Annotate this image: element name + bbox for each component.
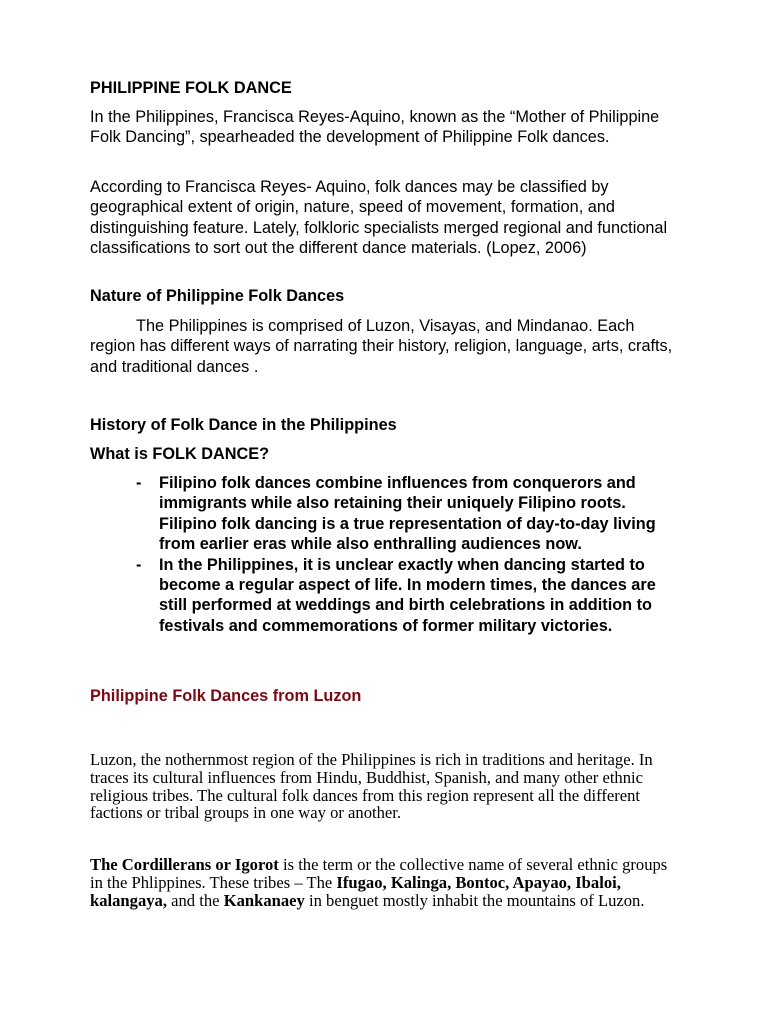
- bullet-text: In the Philippines, it is unclear exactly when dancing started to become a regular aspect of life. In modern times, the dances are still performed at weddings and birth celebrations in addition to festivals and commemorations of former military victories.: [159, 555, 656, 635]
- nature-heading: Nature of Philippine Folk Dances: [90, 287, 345, 305]
- intro-paragraph-2: According to Francisca Reyes- Aquino, folk dances may be classified by geographical extent of origin, nature, speed of movement, formation, and distinguishing feature. Lately, folkloric specialists merged regional and functional classifications to sort out the different dance materials. (Lopez, 2006): [90, 178, 668, 258]
- nature-text: The Philippines is comprised of Luzon, Visayas, and Mindanao. Each region has different ways of narrating their history, religion, language, arts, crafts, and traditional dances .: [90, 317, 673, 376]
- list-item: [90, 555, 680, 637]
- bold-term-cordillerans: The Cordillerans or Igorot: [90, 855, 279, 874]
- luzon-paragraph-2: [90, 856, 680, 909]
- page-title: PHILIPPINE FOLK DANCE: [90, 79, 292, 97]
- nature-paragraph: [90, 316, 680, 377]
- intro-paragraph-1: In the Philippines, Francisca Reyes-Aquino, known as the “Mother of Philippine Folk Dancing”, spearheaded the development of Philippine Folk dances.: [90, 108, 660, 147]
- bullet-marker: -: [136, 555, 142, 574]
- luzon-heading: Philippine Folk Dances from Luzon: [90, 687, 362, 705]
- paragraph-text: is the term or the collective name of several ethnic groups in the Phlippines. These tribes – The: [90, 855, 668, 892]
- list-item: [90, 473, 680, 555]
- bold-term-tribes: Ifugao, Kalinga, Bontoc, Apayao, Ibaloi, kalangaya,: [90, 872, 621, 910]
- bullet-marker: -: [136, 474, 142, 492]
- history-heading: History of Folk Dance in the Philippines: [90, 416, 397, 434]
- paragraph-text: in benguet mostly inhabit the mountains of Luzon.: [304, 890, 645, 910]
- paragraph-text: and the: [167, 890, 224, 910]
- what-is-folk-dance-heading: What is FOLK DANCE?: [90, 445, 270, 463]
- bold-term-kankanaey: Kankanaey: [223, 890, 305, 910]
- folk-dance-bullet-list: [90, 473, 680, 636]
- bullet-text: Filipino folk dances combine influences from conquerors and immigrants while also retaining their uniquely Filipino roots. Filipino folk dancing is a true representation of day-to-day living from earlier eras while also enthralling audiences now.: [159, 474, 656, 554]
- luzon-paragraph-1: Luzon, the nothernmost region of the Philippines is rich in traditions and heritage. In traces its cultural influences from Hindu, Buddhist, Spanish, and many other ethnic religious tribes. The cultural folk dances from this region represent all the different factions or tribal groups in one way or another.: [90, 750, 653, 823]
